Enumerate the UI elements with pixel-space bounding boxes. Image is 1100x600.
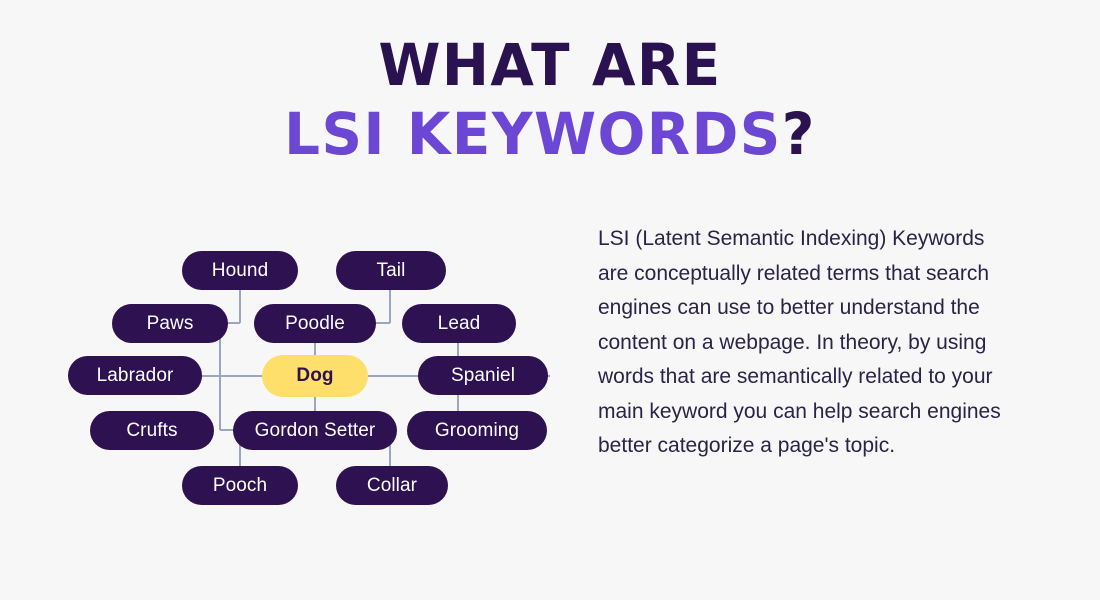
node-label: Paws bbox=[146, 312, 194, 334]
node-label: Labrador bbox=[96, 364, 174, 386]
node-pooch[interactable] bbox=[182, 466, 298, 505]
title-question-mark: ? bbox=[781, 99, 816, 168]
node-label: Pooch bbox=[212, 474, 268, 496]
node-collar[interactable] bbox=[336, 466, 448, 505]
node-dog-center[interactable] bbox=[262, 355, 368, 397]
node-poodle[interactable] bbox=[254, 304, 376, 343]
lsi-keyword-mind-map bbox=[50, 215, 570, 525]
node-tail[interactable] bbox=[336, 251, 446, 290]
node-paws[interactable] bbox=[112, 304, 228, 343]
node-lead[interactable] bbox=[402, 304, 516, 343]
node-gordon-setter[interactable] bbox=[233, 411, 397, 450]
node-label: Tail bbox=[376, 259, 406, 281]
node-grooming[interactable] bbox=[407, 411, 547, 450]
node-crufts[interactable] bbox=[90, 411, 214, 450]
node-label: Crufts bbox=[126, 419, 178, 441]
node-label: Lead bbox=[437, 312, 481, 334]
node-label: Spaniel bbox=[450, 364, 516, 386]
title-line-2-main: LSI KEYWORDS bbox=[284, 99, 782, 168]
page-title bbox=[0, 31, 1100, 168]
node-label: Grooming bbox=[434, 419, 520, 441]
center-node-label: Dog bbox=[296, 365, 334, 386]
title-line-1: WHAT ARE bbox=[378, 31, 722, 99]
node-label: Poodle bbox=[285, 312, 345, 334]
node-label: Collar bbox=[366, 474, 418, 496]
node-labrador[interactable] bbox=[68, 356, 202, 395]
node-hound[interactable] bbox=[182, 251, 298, 290]
description-paragraph: LSI (Latent Semantic Indexing) Keywords are conceptually related terms that search engines can use to better understand the content on a webpage. In theory, by using words that are semantically related to your main keyword you can help search engines better categorize a page's topic. bbox=[598, 227, 1001, 457]
node-label: Hound bbox=[211, 259, 269, 281]
node-label: Gordon Setter bbox=[254, 419, 376, 441]
title-line-2 bbox=[17, 99, 1084, 168]
node-spaniel[interactable] bbox=[418, 356, 548, 395]
